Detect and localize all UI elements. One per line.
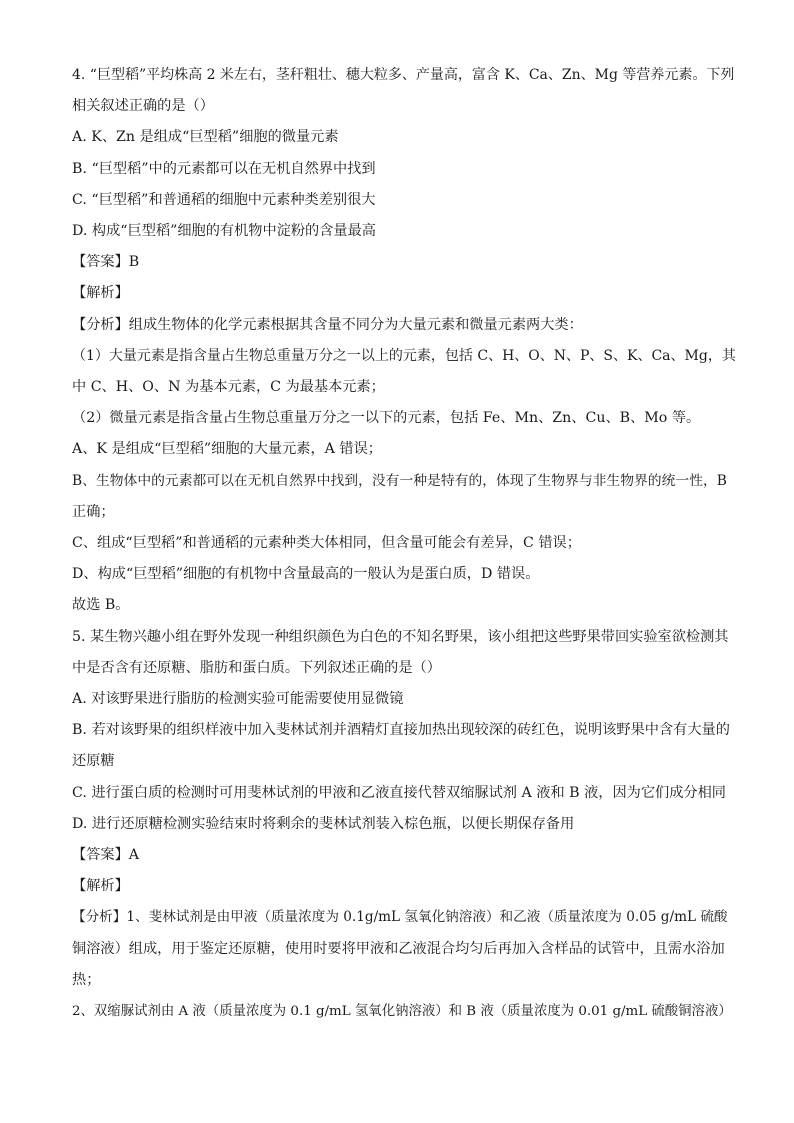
question-4-analysis-line-8: C、组成“巨型稻”和普通稻的元素种类大体相同，但含量可能会有差异，C 错误； bbox=[72, 535, 581, 552]
question-5-analysis-line-2: 铜溶液）组成，用于鉴定还原糖，使用时要将甲液和乙液混合均匀后再加入含样品的试管中，且需水浴加 bbox=[72, 940, 725, 957]
question-5-stem-line-2: 中是否含有还原糖、脂肪和蛋白质。下列叙述正确的是（） bbox=[72, 659, 441, 676]
question-5-option-b-line-2: 还原糖 bbox=[72, 753, 115, 770]
question-5-analysis-line-3: 热； bbox=[72, 971, 101, 988]
question-4-option-a: A. K、Zn 是组成“巨型稻”细胞的微量元素 bbox=[72, 129, 339, 146]
question-5-answer: 【答案】A bbox=[72, 847, 139, 864]
question-4-stem-line-1: 4. “巨型稻”平均株高 2 米左右，茎秆粗壮、穗大粒多、产量高，富含 K、Ca、Zn、Mg 等营养元素。下列 bbox=[72, 67, 735, 83]
question-4-stem-line-2: 相关叙述正确的是（） bbox=[72, 98, 214, 115]
question-5-analysis-title: 【解析】 bbox=[72, 878, 129, 895]
question-4-analysis-line-3: 中 C、H、O、N 为基本元素，C 为最基本元素； bbox=[72, 379, 385, 396]
document-page bbox=[72, 60, 736, 1027]
question-4-answer: 【答案】B bbox=[72, 254, 140, 271]
question-4-option-b: B. “巨型稻”中的元素都可以在无机自然界中找到 bbox=[72, 160, 376, 177]
question-5-option-b-line-1: B. 若对该野果的组织样液中加入斐林试剂并酒精灯直接加热出现较深的砖红色，说明该野果中含有大量的 bbox=[72, 722, 730, 739]
question-5-stem-line-1: 5. 某生物兴趣小组在野外发现一种组织颜色为白色的不知名野果，该小组把这些野果带回实验室欲检测其 bbox=[72, 628, 729, 645]
question-4-analysis-line-5: A、K 是组成“巨型稻”细胞的大量元素，A 错误； bbox=[72, 441, 382, 458]
question-5-analysis-line-4: 2、双缩脲试剂由 A 液（质量浓度为 0.1 g/mL 氢氧化钠溶液）和 B 液（质量浓度为 0.01 g/mL 硫酸铜溶液） bbox=[72, 1004, 732, 1020]
question-5-option-c: C. 进行蛋白质的检测时可用斐林试剂的甲液和乙液直接代替双缩脲试剂 A 液和 B 液，因为它们成分相同 bbox=[72, 784, 726, 801]
question-4-analysis-line-2: （1）大量元素是指含量占生物总重量万分之一以上的元素，包括 C、H、O、N、P、S、K、Ca、Mg，其 bbox=[72, 347, 736, 364]
question-4-analysis-line-9: D、构成“巨型稻”细胞的有机物中含量最高的一般认为是蛋白质，D 错误。 bbox=[72, 566, 540, 583]
question-4-analysis-line-7: 正确； bbox=[72, 503, 115, 520]
question-4-option-d: D. 构成“巨型稻”细胞的有机物中淀粉的含量最高 bbox=[72, 223, 376, 240]
question-5-option-d: D. 进行还原糖检测实验结束时将剩余的斐林试剂装入棕色瓶，以便长期保存备用 bbox=[72, 815, 575, 832]
question-4-analysis-line-6: B、生物体中的元素都可以在无机自然界中找到，没有一种是特有的，体现了生物界与非生物界的统一性，B bbox=[72, 472, 727, 489]
question-4-analysis-line-4: （2）微量元素是指含量占生物总重量万分之一以下的元素，包括 Fe、Mn、Zn、Cu、B、Mo 等。 bbox=[72, 410, 701, 427]
question-4-analysis-line-1: 【分析】组成生物体的化学元素根据其含量不同分为大量元素和微量元素两大类： bbox=[72, 316, 583, 333]
question-4-analysis-title: 【解析】 bbox=[72, 285, 129, 302]
question-5-option-a: A. 对该野果进行脂肪的检测实验可能需要使用显微镜 bbox=[72, 691, 404, 708]
question-4-conclusion: 故选 B。 bbox=[72, 597, 130, 614]
question-4-option-c: C. “巨型稻”和普通稻的细胞中元素种类差别很大 bbox=[72, 191, 376, 208]
question-5-analysis-line-1: 【分析】1、斐林试剂是由甲液（质量浓度为 0.1g/mL 氢氧化钠溶液）和乙液（质量浓度为 0.05 g/mL 硫酸 bbox=[72, 909, 728, 926]
